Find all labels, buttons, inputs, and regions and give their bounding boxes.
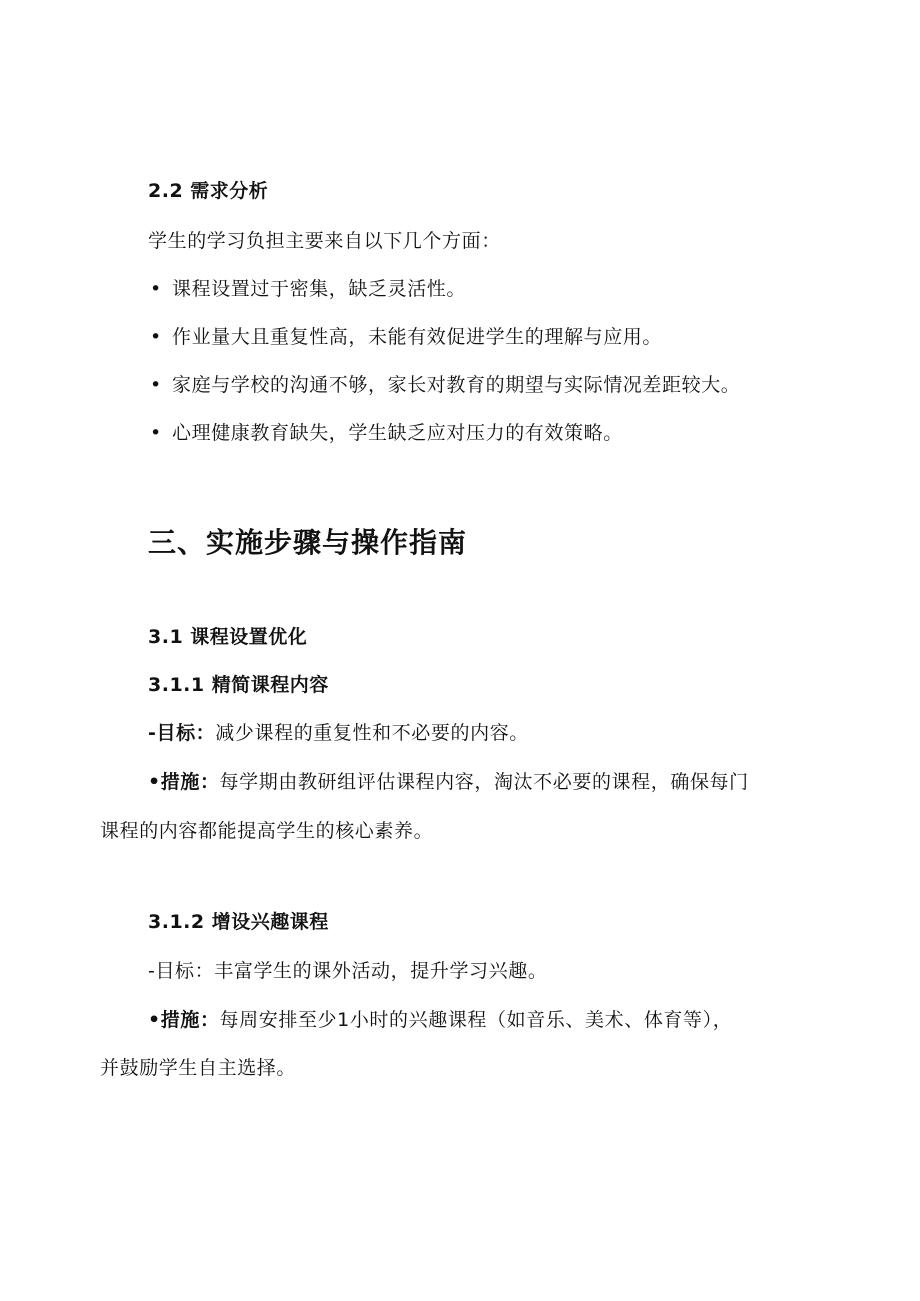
section-intro: 学生的学习负担主要来自以下几个方面： <box>148 230 501 252</box>
goal-text: 减少课程的重复性和不必要的内容。 <box>215 722 529 744</box>
goal-line <box>148 718 529 745</box>
list-item-text: 作业量大且重复性高，未能有效促进学生的理解与应用。 <box>172 326 663 348</box>
measure-line <box>148 767 749 794</box>
bullet-dot-icon: • <box>150 422 162 444</box>
measure-label: •措施： <box>148 1009 220 1031</box>
measure-text: 每学期由教研组评估课程内容，淘汰不必要的课程，确保每门 <box>219 771 749 793</box>
section-heading-3-1: 3.1 课程设置优化 <box>148 626 308 648</box>
section-heading-3-1-1: 3.1.1 精简课程内容 <box>148 674 329 696</box>
list-item <box>150 418 623 445</box>
bullet-dot-icon: • <box>150 278 162 300</box>
list-item <box>150 322 662 349</box>
measure-label: •措施： <box>148 771 220 793</box>
goal-line: -目标：丰富学生的课外活动，提升学习兴趣。 <box>148 960 548 982</box>
list-item <box>150 274 466 301</box>
section-heading-3-1-2: 3.1.2 增设兴趣课程 <box>148 911 329 933</box>
bullet-dot-icon: • <box>150 326 162 348</box>
chapter-title: 三、实施步骤与操作指南 <box>148 526 468 559</box>
measure-line-continued: 课程的内容都能提高学生的核心素养。 <box>100 820 434 842</box>
measure-text: 每周安排至少1小时的兴趣课程（如音乐、美术、体育等）， <box>219 1009 733 1031</box>
measure-line <box>148 1005 732 1032</box>
list-item-text: 家庭与学校的沟通不够，家长对教育的期望与实际情况差距较大。 <box>172 374 741 396</box>
list-item-text: 心理健康教育缺失，学生缺乏应对压力的有效策略。 <box>172 422 623 444</box>
list-item-text: 课程设置过于密集，缺乏灵活性。 <box>172 278 467 300</box>
section-heading-2-2: 2.2 需求分析 <box>148 180 269 202</box>
goal-label: -目标： <box>148 722 216 744</box>
measure-line-continued: 并鼓励学生自主选择。 <box>100 1057 297 1079</box>
bullet-dot-icon: • <box>150 374 162 396</box>
list-item <box>150 370 740 397</box>
